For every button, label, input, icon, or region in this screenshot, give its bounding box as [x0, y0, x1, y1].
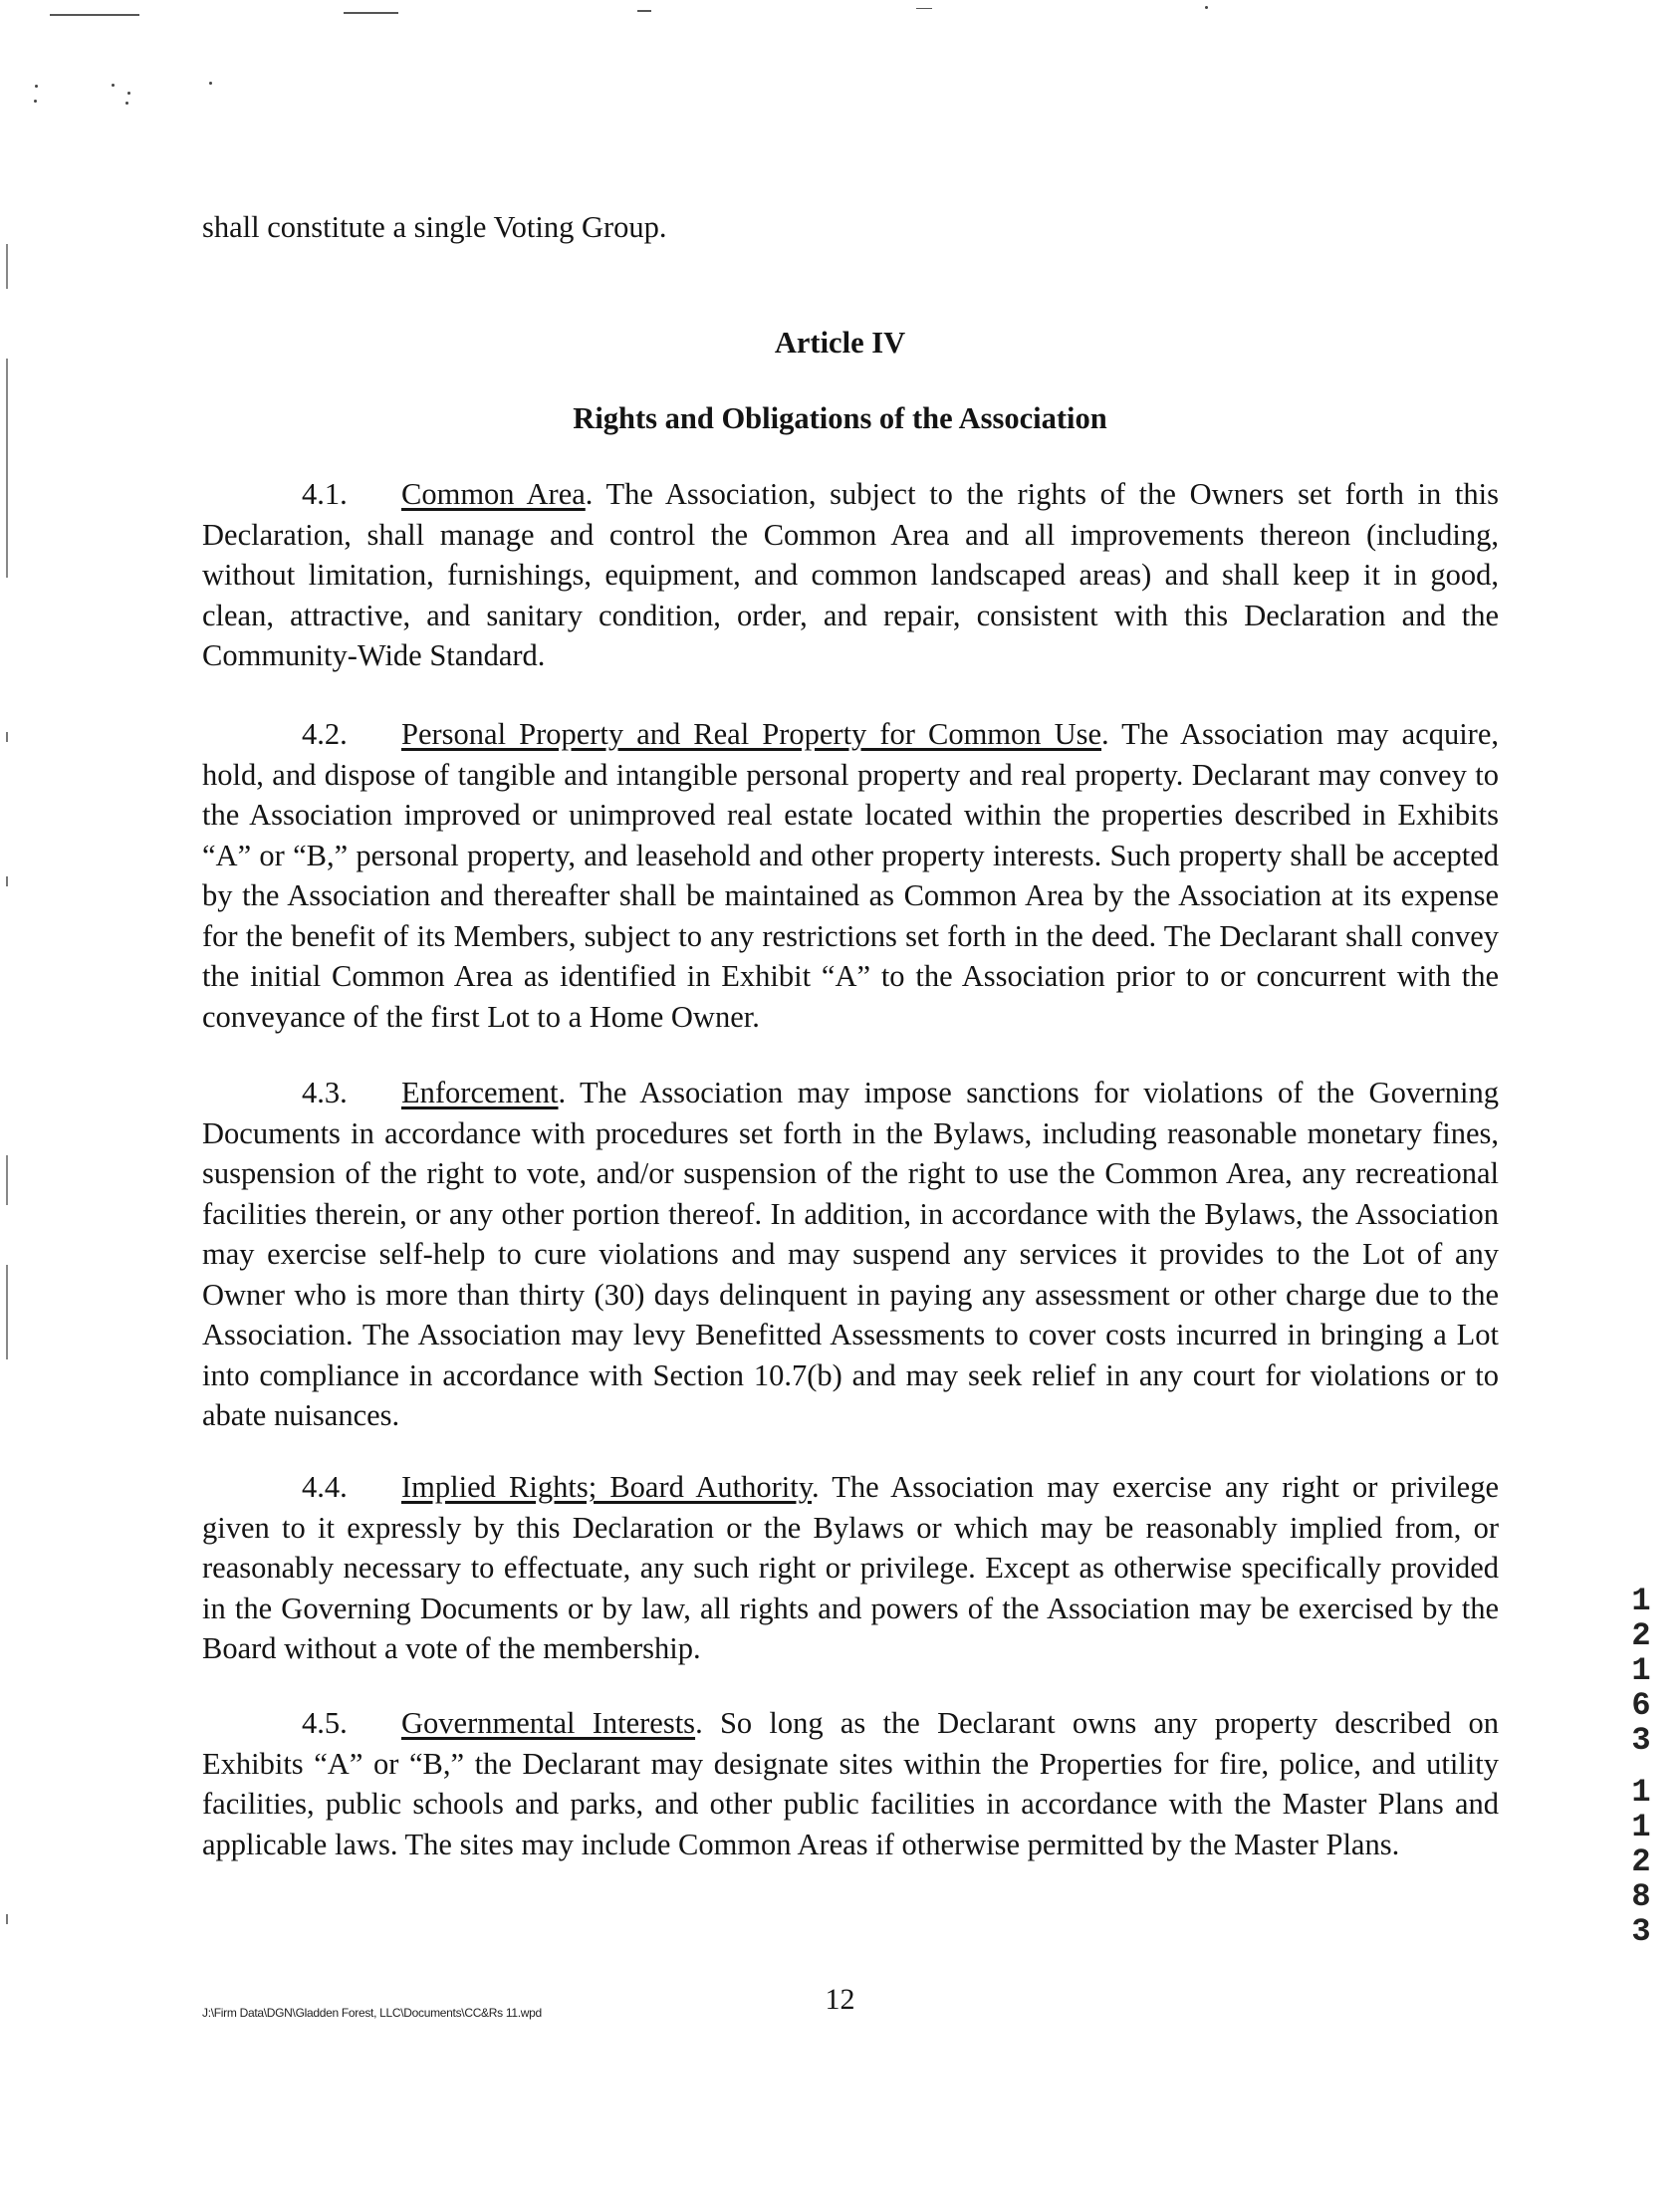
stamp-digit: 1	[1631, 1774, 1651, 1811]
scan-edge-line-1	[6, 244, 8, 289]
section-body: . So long as the Declarant owns any property described on Exhibits “A” or “B,” the Declarant may designate sites within the Properties for fire, police, and utility facilities, public schools and parks, and other public facilities in accordance with the Master Plans and applicable laws. The sites may include Common Areas if otherwise permitted by the Master Plans.	[202, 1706, 1499, 1861]
stamp-digit: 1	[1631, 1652, 1651, 1689]
scan-edge-line-2	[6, 359, 8, 578]
continuation-text: shall constitute a single Voting Group.	[202, 210, 667, 244]
scan-dot-7	[1205, 6, 1208, 9]
stamp-digit: 3	[1631, 1722, 1651, 1759]
section-4-1	[202, 474, 1499, 676]
scan-artifact-top-3	[637, 10, 651, 12]
section-body: . The Association may exercise any right or privilege given to it expressly by this Declaration or the Bylaws or which may be reasonably implied from, or reasonably necessary to effectuate, any such right or privilege. Except as otherwise specifically provided in the Governing Documents or by law, all rights and powers of the Association may be exercised by the Board without a vote of the membership.	[202, 1470, 1499, 1665]
section-caption: Common Area	[401, 477, 586, 511]
stamp-digit: 2	[1631, 1843, 1651, 1880]
page-number: 12	[825, 1983, 855, 2016]
section-body: . The Association may acquire, hold, and dispose of tangible and intangible personal property and real property. Declarant may convey to the Association improved or unimproved real estate located within the properties described in Exhibits “A” or “B,” personal property, and leasehold and other property interests. Such property shall be accepted by the Association and thereafter shall be maintained as Common Area by the Association at its expense for the benefit of its Members, subject to any restrictions set forth in the deed. The Declarant shall convey the initial Common Area as identified in Exhibit “A” to the Association prior to or concurrent with the conveyance of the first Lot to a Home Owner.	[202, 717, 1499, 1034]
stamp-digit: 8	[1631, 1878, 1651, 1915]
section-number: 4.1.	[302, 477, 348, 511]
scan-artifact-top-2	[344, 12, 398, 14]
section-4-3	[202, 1073, 1499, 1436]
scan-dot-5	[125, 102, 128, 105]
article-title: Article IV	[774, 326, 906, 360]
scan-dot-4	[127, 92, 130, 95]
stamp-digit: 6	[1631, 1687, 1651, 1724]
section-body: . The Association may impose sanctions for violations of the Governing Documents in accordance with procedures set forth in the Bylaws, including reasonable monetary fines, suspension of the right to vote, and/or suspension of the right to use the Common Area, any recreational facilities therein, or any other portion thereof. In addition, in accordance with the Bylaws, the Association may exercise self-help to cure violations and may suspend any services it provides to the Lot of any Owner who is more than thirty (30) days delinquent in paying any assessment or other charge due to the Association. The Association may levy Benefitted Assessments to cover costs incurred in bringing a Lot into compliance in accordance with Section 10.7(b) and may seek relief in any court for violations or to abate nuisances.	[202, 1076, 1499, 1432]
stamp-digit: 3	[1631, 1913, 1651, 1950]
scan-artifact-top-4	[916, 8, 932, 9]
article-subtitle: Rights and Obligations of the Association	[573, 401, 1107, 435]
scan-edge-tick-3	[6, 1914, 8, 1924]
scan-edge-line-3	[6, 1155, 8, 1205]
footer-file-path: J:\Firm Data\DGN\Gladden Forest, LLC\Documents\CC&Rs 11.wpd	[202, 2006, 542, 2020]
stamp-digit: 2	[1631, 1617, 1651, 1654]
stamp-digit: 1	[1631, 1809, 1651, 1845]
recording-stamp-lower	[1621, 1775, 1661, 1949]
section-caption: Implied Rights; Board Authority	[401, 1470, 812, 1504]
scan-dot-6	[209, 82, 212, 85]
section-number: 4.4.	[302, 1470, 348, 1504]
recording-stamp-upper	[1621, 1584, 1661, 1758]
scan-dot-2	[34, 100, 37, 103]
scan-dot-3	[112, 84, 115, 87]
section-number: 4.2.	[302, 717, 348, 751]
section-number: 4.5.	[302, 1706, 348, 1740]
scan-edge-tick-1	[6, 732, 8, 742]
section-caption: Enforcement	[401, 1076, 559, 1109]
section-4-2	[202, 714, 1499, 1037]
section-4-5	[202, 1703, 1499, 1864]
scan-dot-1	[35, 85, 38, 88]
scan-artifact-top-1	[50, 14, 139, 16]
section-caption: Personal Property and Real Property for Common Use	[401, 717, 1102, 751]
scan-edge-tick-2	[6, 876, 8, 886]
section-4-4	[202, 1467, 1499, 1669]
section-caption: Governmental Interests	[401, 1706, 696, 1740]
scan-edge-line-4	[6, 1265, 8, 1359]
stamp-digit: 1	[1631, 1583, 1651, 1619]
section-body: . The Association, subject to the rights of the Owners set forth in this Declaration, shall manage and control the Common Area and all improvements thereon (including, without limitation, furnishings, equipment, and common landscaped areas) and shall keep it in good, clean, attractive, and sanitary condition, order, and repair, consistent with this Declaration and the Community-Wide Standard.	[202, 477, 1499, 672]
section-number: 4.3.	[302, 1076, 348, 1109]
